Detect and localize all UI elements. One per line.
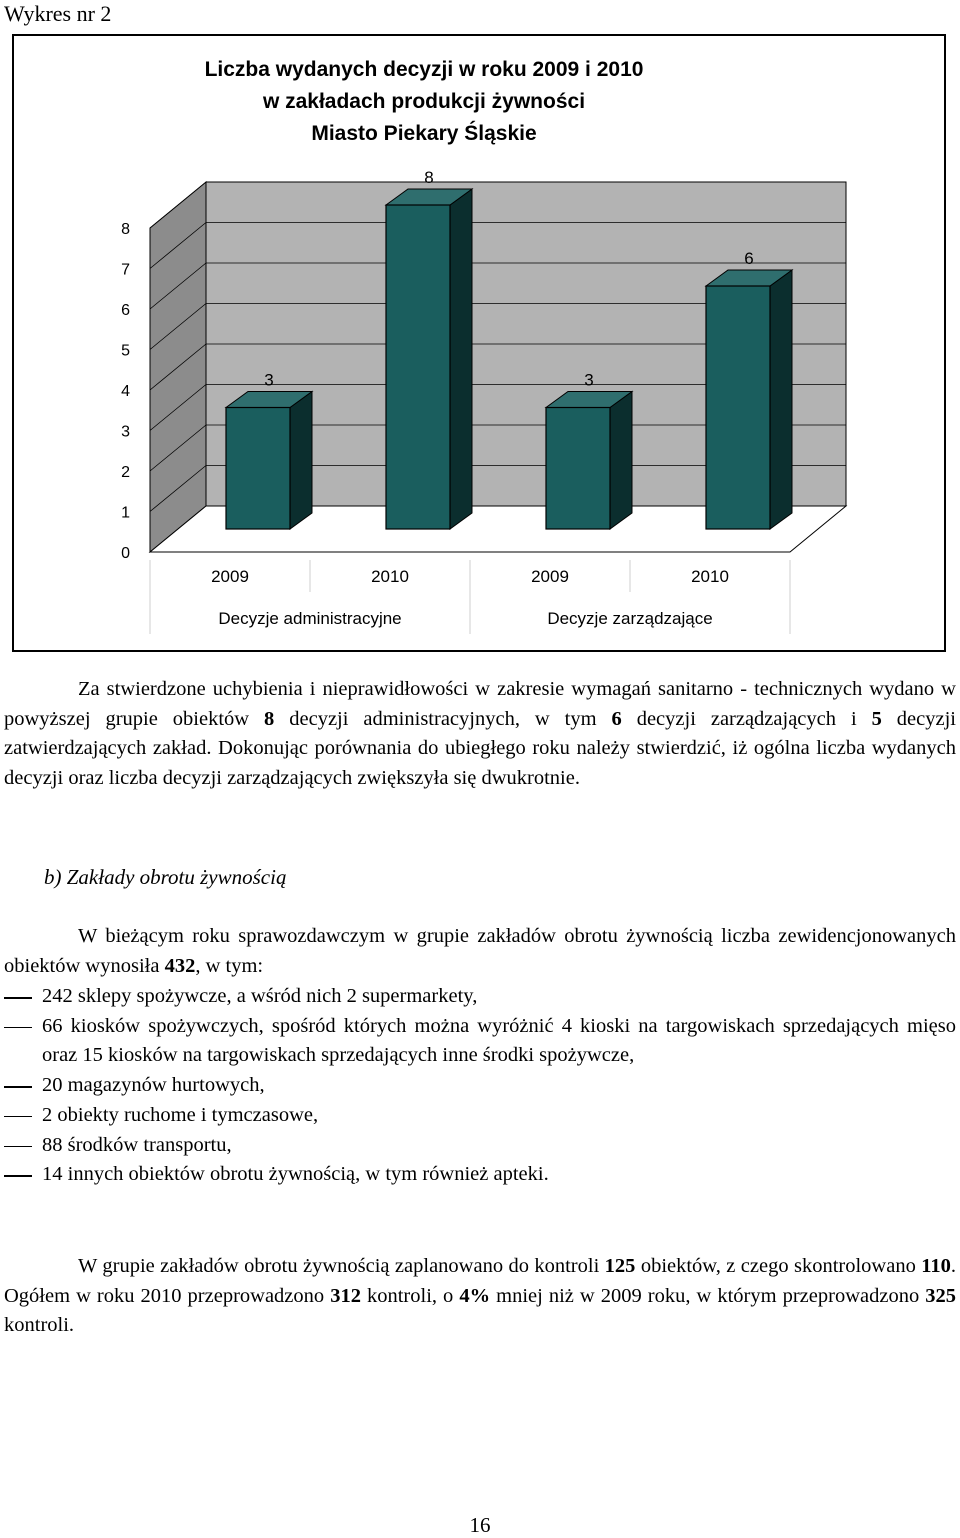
list-item [4, 982, 956, 1012]
list-item-text: 66 kiosków spożywczych, spośród których można wyróżnić 4 kioski na targowiskach sprzedających mięso oraz 15 kiosków na targowiskach sprzedających inne środki spożywcze, [42, 1014, 956, 1067]
bar-side [450, 189, 472, 529]
y-tick-label: 2 [121, 464, 130, 481]
bar [386, 205, 450, 529]
list-item [4, 1012, 956, 1071]
bar [226, 408, 290, 530]
list-item-text: 2 obiekty ruchome i tymczasowe, [42, 1103, 319, 1126]
list-item-text: 88 środków transportu, [42, 1133, 232, 1156]
bar [706, 286, 770, 529]
chart-title-line-3: Miasto Piekary Śląskie [311, 122, 537, 145]
p1-text-2: decyzji administracyjnych, w tym [274, 707, 612, 730]
chart-title-line-1: Liczba wydanych decyzji w roku 2009 i 2010 [204, 58, 644, 81]
x-group-label: Decyzje zarządzające [547, 609, 713, 628]
list-item [4, 1160, 956, 1190]
p3-percent: 4% [459, 1284, 491, 1307]
page-number: 16 [469, 1513, 491, 1537]
bar-side [290, 392, 312, 530]
x-tick-label: 2010 [691, 567, 729, 586]
y-tick-label: 8 [121, 221, 130, 238]
objects-list [4, 982, 956, 1190]
p1-count-approving: 5 [871, 707, 882, 730]
y-tick-label: 5 [121, 342, 130, 360]
p1-text-1: Za stwierdzone uchybienia i nieprawidłowości w zakresie wymagań sanitarno - technicznych wydano w powyższej grupie obiektów [4, 678, 956, 730]
y-tick-label: 4 [121, 383, 130, 400]
p3-text-2: obiektów, z czego skontrolowano [635, 1255, 922, 1277]
section-heading: b) Zakłady obrotu żywnością [44, 865, 287, 889]
p2-text-2: , w tym: [195, 954, 264, 977]
bar-side [770, 270, 792, 529]
list-item [4, 1101, 956, 1131]
list-item-text: 14 innych obiektów obrotu żywnością, w tym również apteki. [42, 1163, 549, 1186]
p3-controls-2010: 312 [330, 1284, 361, 1307]
list-item-text: 242 sklepy spożywcze, a wśród nich 2 supermarkety, [42, 985, 478, 1007]
bar-data-label: 6 [744, 249, 754, 268]
y-tick-label: 0 [121, 545, 130, 562]
p3-text-4: kontroli, o [360, 1284, 460, 1307]
bar-side [610, 392, 632, 530]
bar-data-label: 3 [264, 370, 274, 390]
p3-text-1: W grupie zakładów obrotu żywnością zaplanowano do kontroli [78, 1255, 605, 1277]
bar-data-label: 8 [424, 168, 434, 187]
y-tick-label: 7 [121, 261, 130, 279]
list-item-text: 20 magazynów hurtowych, [42, 1074, 265, 1097]
chart-title-line-2: w zakładach produkcji żywności [262, 90, 586, 113]
p3-controls-2009: 325 [925, 1284, 956, 1307]
bar [546, 408, 610, 530]
x-tick-label: 2010 [371, 567, 409, 586]
p3-text-6: kontroli. [4, 1314, 75, 1337]
chart-frame [12, 34, 946, 652]
bar-data-label: 3 [584, 370, 594, 390]
list-item [4, 1071, 956, 1101]
p1-text-3: decyzji zarządzających i [621, 707, 872, 730]
p3-planned: 125 [604, 1255, 636, 1277]
x-group-label: Decyzje administracyjne [218, 609, 402, 628]
y-tick-label: 3 [121, 423, 130, 441]
x-tick-label: 2009 [211, 567, 249, 586]
bar-chart [14, 36, 944, 650]
x-tick-label: 2009 [531, 567, 569, 586]
p3-text-5: mniej niż w 2009 roku, w którym przeprowadzono [490, 1284, 926, 1307]
paragraph-food-trade [4, 922, 956, 981]
p3-text-3: . Ogółem w roku 2010 przeprowadzono [4, 1255, 956, 1307]
p2-text-1: W bieżącym roku sprawozdawczym w grupie zakładów obrotu żywnością liczba zewidencjonowanych obiektów wynosiła [4, 925, 956, 977]
p1-text-4: decyzji zatwierdzających zakład. Dokonując porównania do ubiegłego roku należy stwierdzić, iż ogólna liczba wydanych decyzji oraz liczba decyzji zarządzających zwiększyła się dwukrotnie. [4, 707, 956, 790]
figure-caption: Wykres nr 2 [4, 1, 112, 26]
paragraph-inspections [4, 1252, 956, 1341]
p3-inspected: 110 [921, 1255, 951, 1277]
p1-count-managing: 6 [611, 707, 622, 730]
y-tick-label: 1 [121, 504, 130, 522]
list-item [4, 1131, 956, 1161]
paragraph-decisions [4, 675, 956, 794]
y-tick-label: 6 [121, 302, 130, 319]
p1-count-administrative: 8 [264, 707, 275, 730]
p2-count-objects: 432 [164, 954, 196, 977]
